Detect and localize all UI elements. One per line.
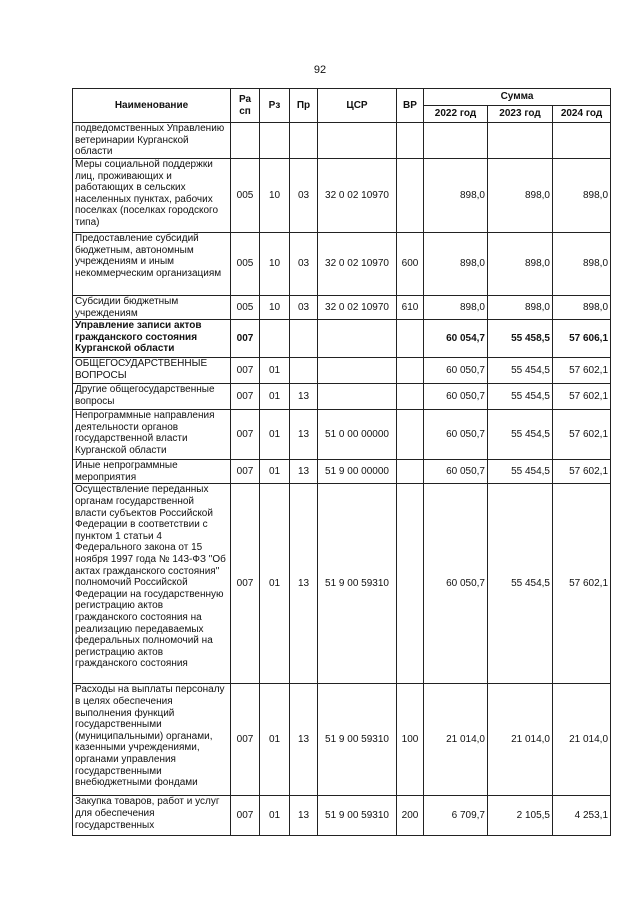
cell-vr [397,410,424,460]
cell-2024: 898,0 [553,296,611,320]
cell-vr [397,460,424,484]
cell-rz: 01 [260,460,290,484]
cell-2024: 898,0 [553,159,611,233]
cell-vr [397,159,424,233]
cell-csr: 32 0 02 10970 [318,233,397,296]
cell-csr [318,123,397,159]
cell-rz: 01 [260,358,290,384]
header-vr: ВР [397,89,424,123]
cell-rasp: 007 [231,384,260,410]
cell-rasp: 007 [231,410,260,460]
cell-2023: 2 105,5 [488,796,553,836]
cell-name: Меры социальной поддержки лиц, проживающих и работающих в сельских населенных пунктах, рабочих поселках (поселках городского типа) [73,159,231,233]
cell-rasp: 007 [231,358,260,384]
header-rasp: Ра сп [231,89,260,123]
cell-csr [318,320,397,358]
cell-2023: 55 458,5 [488,320,553,358]
cell-csr [318,358,397,384]
cell-pr: 13 [290,410,318,460]
cell-2022: 6 709,7 [424,796,488,836]
cell-rz: 10 [260,233,290,296]
table-row [73,123,611,159]
cell-2022: 60 050,7 [424,410,488,460]
header-name: Наименование [73,89,231,123]
cell-rz: 10 [260,159,290,233]
cell-vr: 200 [397,796,424,836]
cell-name: ОБЩЕГОСУДАРСТВЕННЫЕ ВОПРОСЫ [73,358,231,384]
cell-name: Расходы на выплаты персоналу в целях обеспечения выполнения функций государственными (муниципальными) органами, казенными учреждениями, органами управления государственными внебюджетными фондами [73,684,231,796]
cell-pr: 13 [290,796,318,836]
cell-vr [397,484,424,684]
cell-vr: 610 [397,296,424,320]
table-row [73,410,611,460]
cell-2023: 55 454,5 [488,410,553,460]
cell-2024: 57 602,1 [553,460,611,484]
table-row [73,358,611,384]
page-number: 92 [313,64,327,76]
cell-name: Предоставление субсидий бюджетным, автономным учреждениям и иным некоммерческим организациям [73,233,231,296]
table-row [73,484,611,684]
cell-csr: 51 9 00 00000 [318,460,397,484]
cell-pr: 03 [290,233,318,296]
header-year-2023: 2023 год [488,106,553,123]
cell-name: Другие общегосударственные вопросы [73,384,231,410]
cell-rz: 01 [260,484,290,684]
cell-2023: 55 454,5 [488,484,553,684]
cell-rasp [231,123,260,159]
cell-name: Непрограммные направления деятельности органов государственной власти Курганской области [73,410,231,460]
table-row [73,233,611,296]
cell-rasp: 005 [231,233,260,296]
cell-rasp: 007 [231,320,260,358]
cell-vr [397,384,424,410]
cell-2024: 4 253,1 [553,796,611,836]
cell-csr: 32 0 02 10970 [318,296,397,320]
cell-2023 [488,123,553,159]
cell-vr [397,320,424,358]
header-year-2022: 2022 год [424,106,488,123]
cell-2024: 898,0 [553,233,611,296]
cell-2023: 21 014,0 [488,684,553,796]
cell-pr [290,320,318,358]
cell-pr: 03 [290,296,318,320]
cell-rz [260,123,290,159]
cell-csr: 51 9 00 59310 [318,796,397,836]
header-rz: Рз [260,89,290,123]
table-row [73,684,611,796]
cell-2024: 21 014,0 [553,684,611,796]
header-sum: Сумма [424,89,611,106]
table-row [73,296,611,320]
cell-vr: 600 [397,233,424,296]
cell-pr [290,123,318,159]
cell-2024 [553,123,611,159]
cell-rz: 01 [260,384,290,410]
cell-2024: 57 602,1 [553,410,611,460]
cell-2022: 60 054,7 [424,320,488,358]
header-csr: ЦСР [318,89,397,123]
cell-csr: 51 9 00 59310 [318,684,397,796]
cell-pr: 13 [290,384,318,410]
cell-rasp: 007 [231,684,260,796]
cell-2022: 60 050,7 [424,460,488,484]
cell-2022 [424,123,488,159]
cell-pr: 13 [290,484,318,684]
cell-rasp: 007 [231,796,260,836]
cell-vr: 100 [397,684,424,796]
table-row [73,320,611,358]
cell-name: Управление записи актов гражданского состояния Курганской области [73,320,231,358]
cell-name: Субсидии бюджетным учреждениям [73,296,231,320]
cell-2023: 55 454,5 [488,460,553,484]
cell-pr: 13 [290,460,318,484]
cell-rz: 10 [260,296,290,320]
cell-rasp: 007 [231,484,260,684]
cell-rasp: 005 [231,159,260,233]
cell-2024: 57 602,1 [553,384,611,410]
cell-2022: 898,0 [424,233,488,296]
cell-name: Осуществление переданных органам государственной власти субъектов Российской Федерации в соответствии с пунктом 1 статьи 4 Федерального закона от 15 ноября 1997 года № 143-ФЗ "Об актах гражданского состояния" полномочий Российской Федерации на государственную регистрацию актов гражданского состояния на реализацию передаваемых федеральных полномочий на регистрацию актов гражданского состояния [73,484,231,684]
cell-vr [397,358,424,384]
cell-2023: 898,0 [488,296,553,320]
cell-rz: 01 [260,410,290,460]
cell-2024: 57 602,1 [553,484,611,684]
cell-csr: 51 0 00 00000 [318,410,397,460]
cell-2022: 898,0 [424,296,488,320]
cell-2022: 60 050,7 [424,384,488,410]
cell-2022: 898,0 [424,159,488,233]
cell-name: Иные непрограммные мероприятия [73,460,231,484]
cell-2022: 60 050,7 [424,484,488,684]
cell-2024: 57 602,1 [553,358,611,384]
cell-rz [260,320,290,358]
cell-2023: 898,0 [488,159,553,233]
header-year-2024: 2024 год [553,106,611,123]
cell-pr: 13 [290,684,318,796]
cell-name: подведомственных Управлению ветеринарии Курганской области [73,123,231,159]
cell-2022: 60 050,7 [424,358,488,384]
cell-rasp: 007 [231,460,260,484]
table-row [73,460,611,484]
cell-2023: 898,0 [488,233,553,296]
cell-vr [397,123,424,159]
table-row [73,384,611,410]
cell-csr: 51 9 00 59310 [318,484,397,684]
cell-pr [290,358,318,384]
cell-2024: 57 606,1 [553,320,611,358]
cell-2023: 55 454,5 [488,384,553,410]
cell-name: Закупка товаров, работ и услуг для обеспечения государственных [73,796,231,836]
cell-pr: 03 [290,159,318,233]
table-row [73,159,611,233]
cell-rasp: 005 [231,296,260,320]
budget-table [72,88,611,836]
cell-csr [318,384,397,410]
cell-2023: 55 454,5 [488,358,553,384]
table-row [73,796,611,836]
cell-rz: 01 [260,796,290,836]
cell-2022: 21 014,0 [424,684,488,796]
header-pr: Пр [290,89,318,123]
cell-rz: 01 [260,684,290,796]
cell-csr: 32 0 02 10970 [318,159,397,233]
